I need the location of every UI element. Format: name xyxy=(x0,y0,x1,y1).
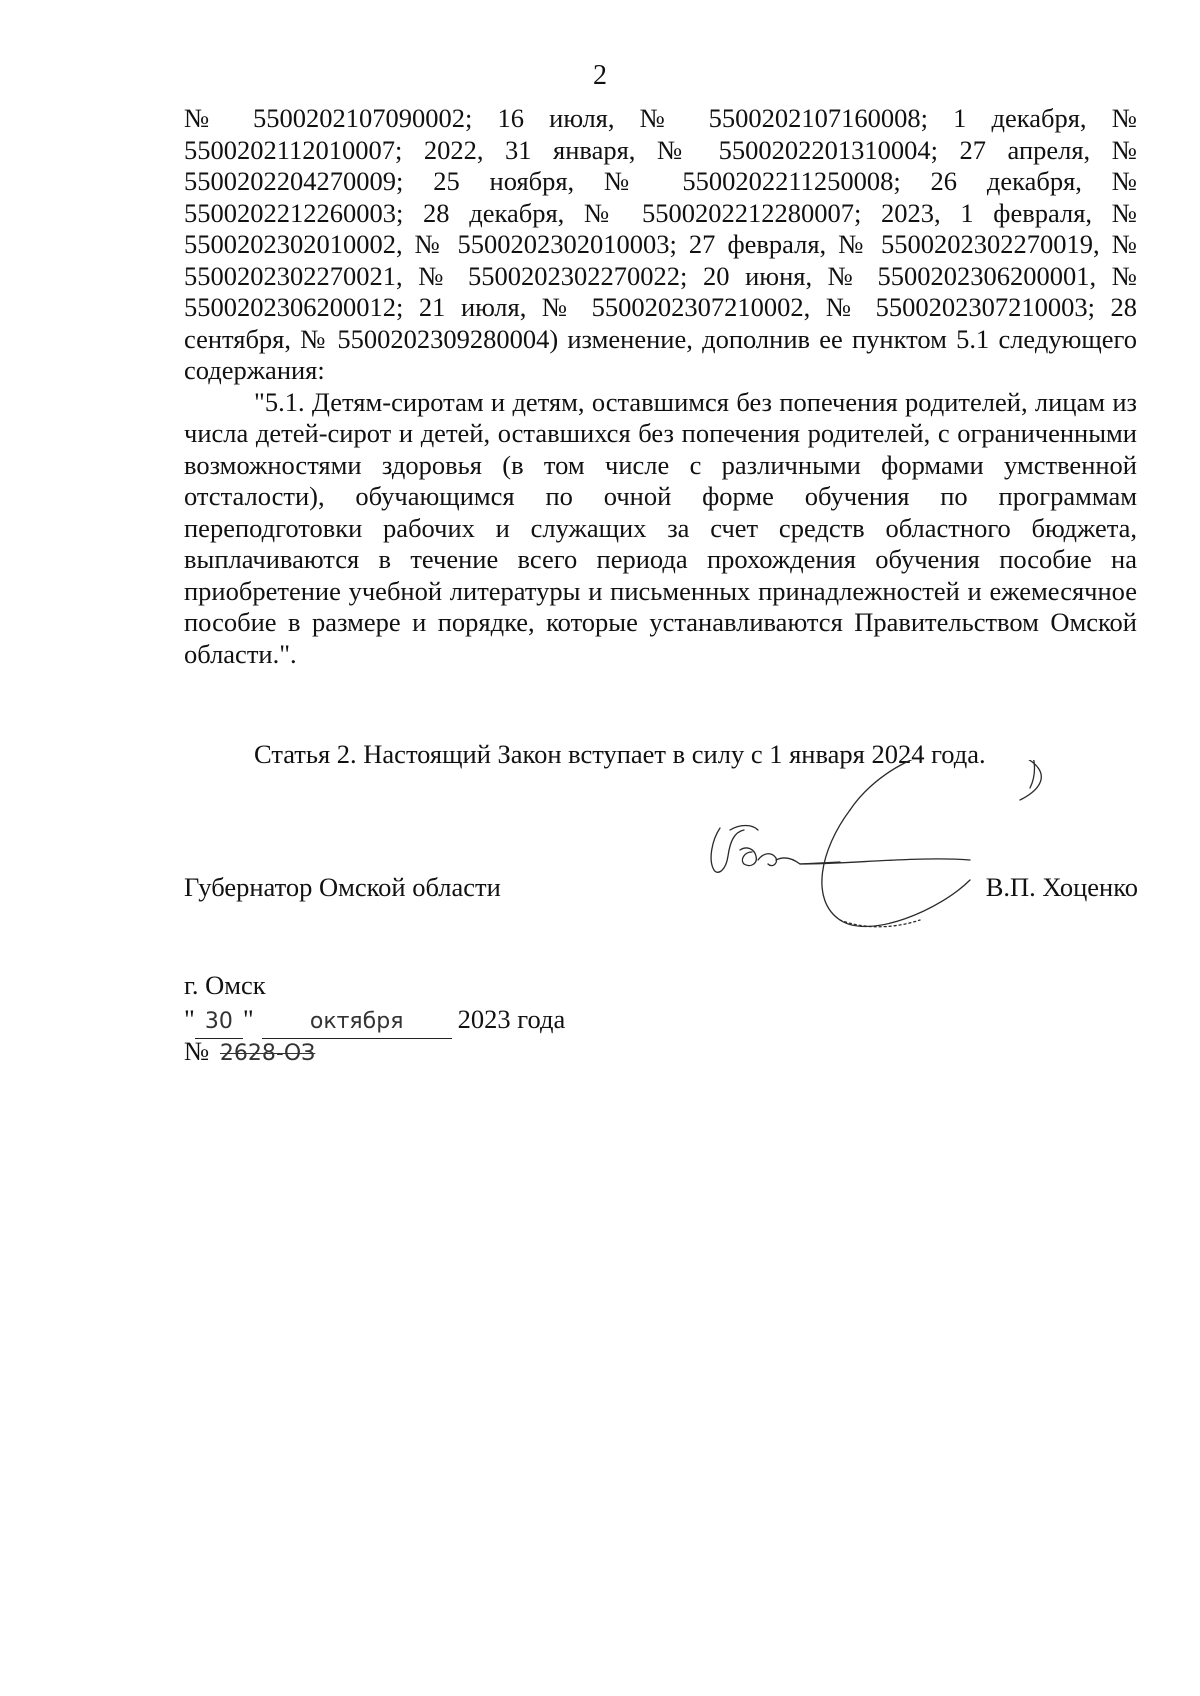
handwritten-signature xyxy=(700,760,1120,980)
number-value: 2628-ОЗ xyxy=(219,1041,316,1066)
date-year: 2023 года xyxy=(457,1004,566,1034)
governor-title: Губернатор Омской области xyxy=(184,872,501,902)
signing-date xyxy=(184,1003,565,1039)
paragraph-amendment-list: № 5500202107090002; 16 июля, № 5500202107160008; 1 декабря, № 5500202112010007; 2022, 31 января, № 5500202201310004; 27 апреля, № 5500202204270009; 25 ноября, № 5500202211250008; 26 декабря, № 5500202212260003; 28 декабря, № 5500202212280007; 2023, 1 февраля, № 5500202302010002, № 5500202302010003; 27 февраля, № 5500202302270019, № 5500202302270021, № 5500202302270022; 20 июня, № 5500202306200001, № 5500202306200012; 21 июля, № 5500202307210002, № 5500202307210003; 28 сентября, № 5500202309280004) изменение, дополнив ее пунктом 5.1 следующего содержания: xyxy=(184,103,1137,385)
place-of-signing: г. Омск xyxy=(184,970,266,1000)
law-text xyxy=(184,103,1137,670)
date-month: октября xyxy=(262,1006,452,1039)
governor-name: В.П. Хоценко xyxy=(985,872,1138,902)
date-open-quote: " xyxy=(184,1004,195,1034)
date-day: 30 xyxy=(195,1006,243,1039)
date-close-quote: " xyxy=(242,1004,254,1034)
number-prefix: № xyxy=(184,1036,210,1066)
law-number xyxy=(184,1035,340,1070)
page-number: 2 xyxy=(593,60,607,91)
paragraph-clause-5-1: "5.1. Детям-сиротам и детям, оставшимся без попечения родителей, лицам из числа детей-сирот и детей, оставшихся без попечения родителей, с ограниченными возможностями здоровья (в том числе с различными формами умственной отсталости), обучающимся по очной форме обучения по программам переподготовки рабочих и служащих за счет средств областного бюджета, выплачиваются в течение всего периода прохождения обучения пособие на приобретение учебной литературы и письменных принадлежностей и ежемесячное пособие в размере и порядке, которые устанавливаются Правительством Омской области.". xyxy=(184,386,1137,669)
article-2: Статья 2. Настоящий Закон вступает в силу с 1 января 2024 года. xyxy=(254,739,986,769)
